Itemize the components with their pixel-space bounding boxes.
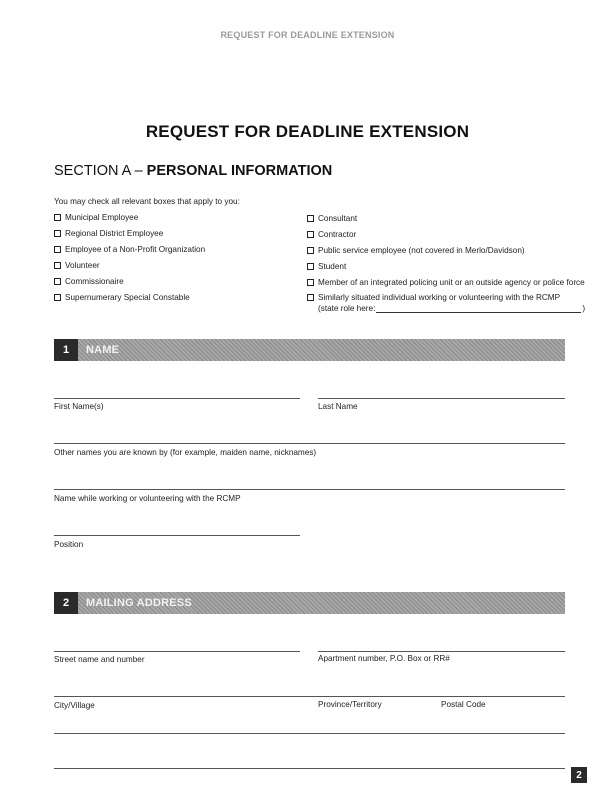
- option-label: Contractor: [318, 230, 357, 239]
- option-commissionaire[interactable]: [54, 277, 124, 286]
- page-number: 2: [571, 767, 587, 783]
- extra-address-line[interactable]: [54, 733, 565, 734]
- checkbox[interactable]: [307, 247, 314, 254]
- checkbox[interactable]: [54, 214, 61, 221]
- street-label: Street name and number: [54, 655, 145, 664]
- section-a-heading: [54, 163, 332, 179]
- checkbox[interactable]: [54, 230, 61, 237]
- option-contractor[interactable]: [307, 230, 356, 239]
- checkbox[interactable]: [54, 246, 61, 253]
- option-municipal-employee[interactable]: [54, 213, 138, 222]
- checkbox[interactable]: [54, 294, 61, 301]
- apartment-label: Apartment number, P.O. Box or RR#: [318, 654, 450, 663]
- city-province-postal-line[interactable]: [54, 696, 565, 697]
- option-label: Municipal Employee: [65, 213, 139, 222]
- section-1-number: 1: [54, 339, 78, 361]
- checkbox-instructions: You may check all relevant boxes that apply to you:: [54, 197, 240, 206]
- section-1-header: [54, 339, 565, 361]
- first-name-label: First Name(s): [54, 402, 104, 411]
- checkbox[interactable]: [307, 231, 314, 238]
- option-integrated-policing-member[interactable]: [307, 278, 585, 287]
- city-label: City/Village: [54, 701, 95, 710]
- option-label: Consultant: [318, 214, 358, 223]
- option-label: Employee of a Non-Profit Organization: [65, 245, 206, 254]
- option-label: Student: [318, 262, 347, 271]
- checkbox[interactable]: [54, 262, 61, 269]
- province-label: Province/Territory: [318, 700, 382, 709]
- checkbox[interactable]: [307, 294, 314, 301]
- other-names-label: Other names you are known by (for example, maiden name, nicknames): [54, 448, 317, 457]
- checkbox[interactable]: [54, 278, 61, 285]
- page-title: REQUEST FOR DEADLINE EXTENSION: [145, 122, 470, 141]
- position-label: Position: [54, 540, 84, 549]
- option-public-service-employee[interactable]: [307, 246, 525, 255]
- apartment-input[interactable]: [318, 651, 565, 652]
- state-role-row: [318, 304, 585, 313]
- option-volunteer[interactable]: [54, 261, 100, 270]
- section-2-header: [54, 592, 565, 614]
- first-name-input[interactable]: [54, 398, 300, 399]
- state-role-label: (state role here:: [318, 304, 376, 313]
- section-1-title: NAME: [86, 344, 120, 356]
- option-label: Regional District Employee: [65, 229, 164, 238]
- option-label: Member of an integrated policing unit or an outside agency or police force: [318, 278, 585, 287]
- postal-code-label: Postal Code: [441, 700, 486, 709]
- section-a-prefix: SECTION A –: [54, 163, 147, 179]
- state-role-close: ): [582, 304, 586, 313]
- option-non-profit-employee[interactable]: [54, 245, 205, 254]
- last-name-input[interactable]: [318, 398, 565, 399]
- checkbox[interactable]: [307, 263, 314, 270]
- option-label: Volunteer: [65, 261, 100, 270]
- checkbox[interactable]: [307, 279, 314, 286]
- section-2-number: 2: [54, 592, 78, 614]
- rcmp-name-input[interactable]: [54, 489, 565, 490]
- section-a-name: PERSONAL INFORMATION: [146, 163, 333, 179]
- option-consultant[interactable]: [307, 214, 357, 223]
- state-role-input[interactable]: [376, 305, 581, 313]
- position-input[interactable]: [54, 535, 300, 536]
- option-supernumerary-special-constable[interactable]: [54, 293, 190, 302]
- street-input[interactable]: [54, 651, 300, 652]
- checkbox[interactable]: [307, 215, 314, 222]
- option-label: Commissionaire: [65, 277, 124, 286]
- last-name-label: Last Name: [318, 402, 358, 411]
- option-student[interactable]: [307, 262, 346, 271]
- other-names-input[interactable]: [54, 443, 565, 444]
- option-label: Public service employee (not covered in Merlo/Davidson): [318, 246, 525, 255]
- option-label: Similarly situated individual working or volunteering with the RCMP: [318, 293, 561, 302]
- section-2-title: MAILING ADDRESS: [86, 597, 192, 609]
- extra-address-line[interactable]: [54, 768, 565, 769]
- rcmp-name-label: Name while working or volunteering with the RCMP: [54, 494, 241, 503]
- option-similarly-situated[interactable]: [307, 293, 560, 302]
- option-regional-district-employee[interactable]: [54, 229, 163, 238]
- option-label: Supernumerary Special Constable: [65, 293, 190, 302]
- running-header: REQUEST FOR DEADLINE EXTENSION: [220, 30, 395, 40]
